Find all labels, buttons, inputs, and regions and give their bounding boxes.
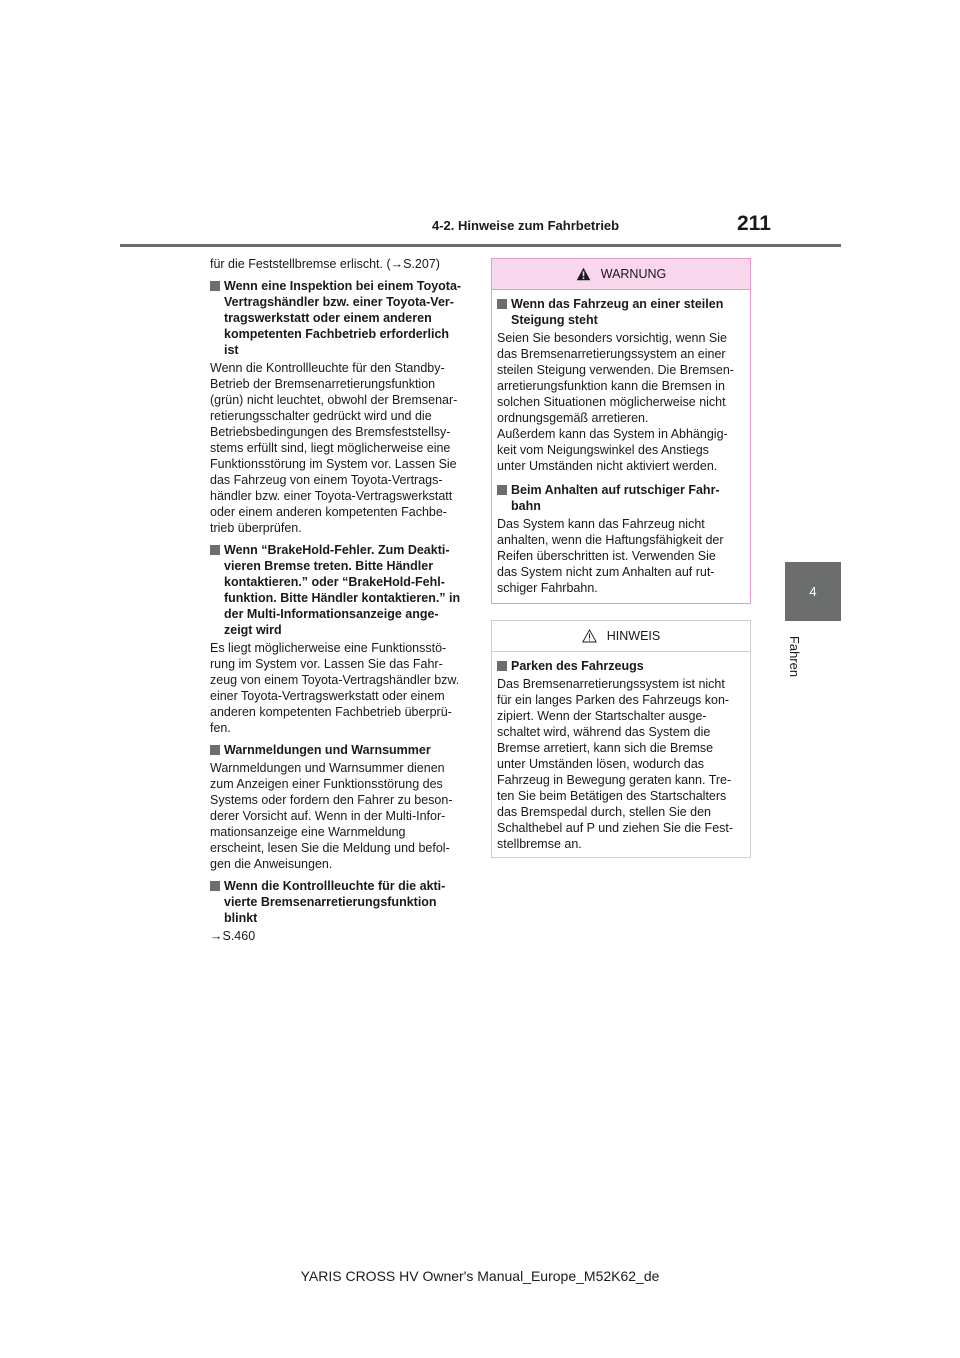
item-body-line: das Fahrzeug von einem Toyota-Vertrags- <box>210 473 443 487</box>
item-heading-line: kompetenten Fachbetrieb erforderlich <box>224 327 450 341</box>
chapter-label: Fahren <box>787 635 803 677</box>
item-heading <box>210 878 464 926</box>
item-body <box>210 760 464 872</box>
item-body-line: gen die Anweisungen. <box>210 857 333 871</box>
warning-title: WARNUNG <box>600 267 667 281</box>
footer-text: YARIS CROSS HV Owner's Manual_Europe_M52K62_de <box>300 1268 660 1284</box>
section-title: 4-2. Hinweise zum Fahrbetrieb <box>432 218 620 233</box>
item-body-line: Das System kann das Fahrzeug nicht <box>497 517 705 531</box>
item-body-line: solchen Situationen möglicherweise nicht <box>497 395 726 409</box>
item-heading <box>497 482 744 514</box>
item-heading <box>210 542 464 638</box>
item-body-line: Betrieb der Bremsenarretierungsfunktion <box>210 377 436 391</box>
chapter-number: 4 <box>809 584 817 599</box>
list-item <box>497 658 744 852</box>
item-body-line: trieb überprüfen. <box>210 521 302 535</box>
item-heading-line: vierte Bremsenarretierungsfunktion <box>224 895 437 909</box>
left-column <box>210 256 464 950</box>
list-item <box>210 278 464 536</box>
list-item <box>210 542 464 736</box>
caution-icon <box>582 629 597 643</box>
item-heading <box>497 658 744 674</box>
item-heading-line: Vertragshändler bzw. einer Toyota-Ver- <box>224 295 454 309</box>
item-body-line: mationsanzeige eine Warnmeldung <box>210 825 406 839</box>
square-bullet-icon <box>210 745 220 755</box>
item-body-line: retierungsschalter gedrückt wird und die <box>210 409 432 423</box>
item-body-line: schiger Fahrbahn. <box>497 581 598 595</box>
square-bullet-icon <box>497 661 507 671</box>
item-body-line: Außerdem kann das System in Abhängig- <box>497 427 728 441</box>
warning-header <box>492 259 750 290</box>
hint-title: HINWEIS <box>606 629 661 643</box>
square-bullet-icon <box>210 281 220 291</box>
list-item <box>210 742 464 872</box>
item-body-line: arretierungsfunktion kann die Bremsen in <box>497 379 725 393</box>
item-body-line: einer Toyota-Vertragswerkstatt oder einem <box>210 689 445 703</box>
item-body-line: stems erfüllt sind, liegt möglicherweise eine <box>210 441 451 455</box>
item-body-line: rung im System vor. Lassen Sie das Fahr- <box>210 657 443 671</box>
item-body <box>497 676 744 852</box>
item-body-line: (grün) nicht leuchtet, obwohl der Bremsenar- <box>210 393 458 407</box>
item-body-line: unter Umständen nicht aktiviert werden. <box>497 459 718 473</box>
item-body-line: das Bremsenarretierungssystem an einer <box>497 347 726 361</box>
item-heading-line: Wenn “BrakeHold-Fehler. Zum Deakti- <box>224 543 450 557</box>
page-number: 211 <box>737 212 771 235</box>
chapter-tab <box>785 562 841 621</box>
square-bullet-icon <box>497 485 507 495</box>
item-heading-line: Steigung steht <box>511 313 598 327</box>
item-body-line: derer Vorsicht auf. Wenn in der Multi-Infor- <box>210 809 446 823</box>
square-bullet-icon <box>497 299 507 309</box>
item-body <box>210 928 464 944</box>
hint-box <box>491 620 751 858</box>
item-body-line: Systems oder fordern den Fahrer zu beson- <box>210 793 453 807</box>
item-heading-line: blinkt <box>224 911 258 925</box>
item-body-line: händler bzw. einer Toyota-Vertragswerkstatt <box>210 489 453 503</box>
item-body-line: fen. <box>210 721 231 735</box>
item-body-line: anhalten, wenn die Haftungsfähigkeit der <box>497 533 724 547</box>
item-heading-line: tragswerkstatt oder einem anderen <box>224 311 432 325</box>
warning-icon <box>576 267 591 281</box>
item-body <box>497 516 744 596</box>
item-body-line: das System nicht zum Anhalten auf rut- <box>497 565 715 579</box>
item-body-line: Fahrzeug in Bewegung geraten kann. Tre- <box>497 773 732 787</box>
item-body-line: zum Anzeigen einer Funktionsstörung des <box>210 777 443 791</box>
item-body-line: Betriebsbedingungen des Bremsfeststellsy- <box>210 425 451 439</box>
item-body-line: Warnmeldungen und Warnsummer dienen <box>210 761 445 775</box>
hint-header <box>492 621 750 652</box>
item-body-line: unter Umständen lösen, wodurch das <box>497 757 705 771</box>
item-heading-line: zeigt wird <box>224 623 282 637</box>
item-body-line: oder einem anderen kompetenten Fachbe- <box>210 505 447 519</box>
item-heading-line: vieren Bremse treten. Bitte Händler <box>224 559 434 573</box>
item-body-line: Seien Sie besonders vorsichtig, wenn Sie <box>497 331 727 345</box>
item-body-line: Reifen überschritten ist. Verwenden Sie <box>497 549 716 563</box>
item-body-line: anderen kompetenten Fachbetrieb überprü- <box>210 705 452 719</box>
item-body-line: Wenn die Kontrollleuchte für den Standby- <box>210 361 445 375</box>
item-body-line: Schalthebel auf P und ziehen Sie die Fest- <box>497 821 734 835</box>
item-heading-line: kontaktieren.” oder “BrakeHold-Fehl- <box>224 575 445 589</box>
item-body-line: schaltet wird, während das System die <box>497 725 711 739</box>
item-heading <box>210 742 464 758</box>
item-body-line: zipiert. Wenn der Startschalter ausge- <box>497 709 707 723</box>
intro-text: für die Feststellbremse erlischt. (→S.207) <box>210 257 440 271</box>
item-heading <box>210 278 464 358</box>
item-body-line: Funktionsstörung im System vor. Lassen Sie <box>210 457 457 471</box>
list-item <box>497 296 744 474</box>
square-bullet-icon <box>210 545 220 555</box>
item-body-line: ten Sie beim Betätigen des Startschalters <box>497 789 727 803</box>
header-divider <box>120 244 841 247</box>
item-heading-line: der Multi-Informationsanzeige ange- <box>224 607 439 621</box>
item-body <box>210 640 464 736</box>
item-heading-line: bahn <box>511 499 541 513</box>
item-heading-line: Warnmeldungen und Warnsummer <box>224 743 431 757</box>
item-body-line: zeug von einem Toyota-Vertragshändler bzw. <box>210 673 460 687</box>
item-heading-line: ist <box>224 343 239 357</box>
item-heading-line: Wenn das Fahrzeug an einer steilen <box>511 297 724 311</box>
list-item <box>497 482 744 596</box>
item-heading-line: funktion. Bitte Händler kontaktieren.” in <box>224 591 461 605</box>
item-heading-line: Beim Anhalten auf rutschiger Fahr- <box>511 483 720 497</box>
item-body <box>497 330 744 474</box>
item-heading-line: Parken des Fahrzeugs <box>511 659 644 673</box>
item-heading-line: Wenn eine Inspektion bei einem Toyota- <box>224 279 462 293</box>
item-body-line: Das Bremsenarretierungssystem ist nicht <box>497 677 725 691</box>
item-body-line: für ein langes Parken des Fahrzeugs kon- <box>497 693 730 707</box>
item-heading-line: Wenn die Kontrollleuchte für die akti- <box>224 879 446 893</box>
square-bullet-icon <box>210 881 220 891</box>
item-body <box>210 360 464 536</box>
list-item <box>210 878 464 944</box>
item-body-line: ordnungsgemäß arretieren. <box>497 411 649 425</box>
item-body-line: stellbremse an. <box>497 837 582 851</box>
item-heading <box>497 296 744 328</box>
item-body-line: →S.460 <box>210 929 256 943</box>
item-body-line: steilen Steigung verwenden. Die Bremsen- <box>497 363 734 377</box>
warning-box <box>491 258 751 604</box>
item-body-line: Es liegt möglicherweise eine Funktionsstö- <box>210 641 447 655</box>
item-body-line: keit vom Neigungswinkel des Anstiegs <box>497 443 709 457</box>
item-body-line: das Bremspedal durch, stellen Sie den <box>497 805 712 819</box>
item-body-line: erscheint, lesen Sie die Meldung und befol- <box>210 841 450 855</box>
item-body-line: Bremse arretiert, kann sich die Bremse <box>497 741 714 755</box>
